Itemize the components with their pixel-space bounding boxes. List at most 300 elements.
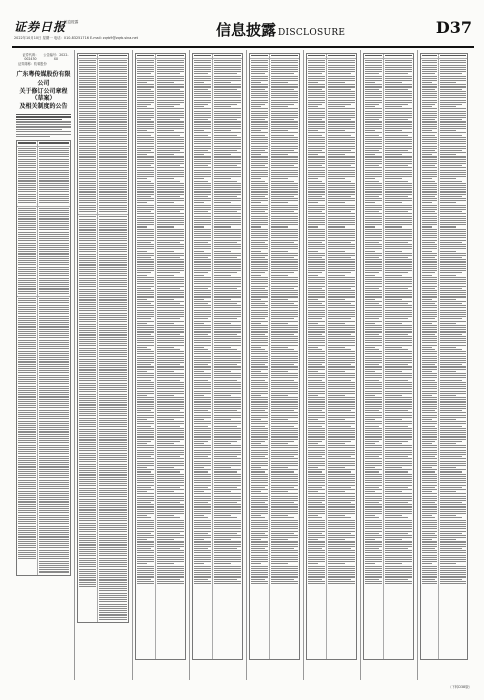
text-line [157, 399, 184, 400]
text-line [385, 305, 412, 306]
text-line [328, 251, 345, 252]
text-line [308, 111, 325, 112]
text-line [365, 570, 382, 571]
text-line [365, 100, 382, 101]
text-line [328, 366, 355, 367]
text-line [365, 541, 382, 542]
text-line [214, 362, 241, 363]
text-line [137, 434, 154, 435]
text-line [137, 159, 154, 160]
text-line [328, 550, 355, 551]
text-line [137, 500, 154, 501]
text-line [137, 555, 154, 556]
text-line [440, 489, 466, 490]
text-line [328, 224, 355, 225]
text-line [251, 568, 268, 569]
text-line [137, 441, 151, 442]
text-line [251, 445, 268, 446]
text-line [214, 342, 241, 343]
text-line [365, 506, 382, 507]
text-line [271, 80, 298, 81]
text-line [214, 533, 237, 534]
text-line [214, 371, 231, 372]
text-line [328, 113, 355, 114]
text-line [157, 336, 184, 337]
text-line [440, 410, 461, 411]
text-line [365, 544, 382, 545]
section-title [216, 19, 345, 40]
text-line [271, 504, 298, 505]
text-line [137, 95, 154, 96]
stock-code: 证券代码：002430 [22, 53, 39, 61]
text-line [214, 515, 231, 516]
text-line [422, 489, 437, 490]
masthead-rule [12, 46, 474, 48]
text-line [385, 345, 412, 346]
text-line [422, 458, 437, 459]
text-line [308, 465, 325, 466]
text-line [214, 579, 237, 580]
text-line [440, 353, 466, 354]
text-line [271, 539, 288, 540]
text-line [365, 220, 382, 221]
text-line [385, 156, 412, 157]
text-line [214, 235, 241, 236]
text-line [251, 526, 268, 527]
text-line [365, 170, 382, 171]
text-line [440, 561, 466, 562]
text-line [422, 259, 437, 260]
text-line [308, 544, 325, 545]
text-line [422, 526, 437, 527]
text-line [440, 338, 466, 339]
text-line [157, 318, 180, 319]
text-line [157, 174, 184, 175]
text-line [328, 454, 355, 455]
text-line [157, 574, 184, 575]
text-line [385, 356, 412, 357]
text-line [271, 150, 294, 151]
text-line [194, 421, 211, 422]
text-line [137, 428, 154, 429]
text-line [271, 139, 298, 140]
text-line [328, 124, 355, 125]
text-line [328, 478, 355, 479]
text-line [440, 401, 466, 402]
text-line [137, 415, 154, 416]
text-line [194, 566, 211, 567]
text-line [157, 454, 184, 455]
text-line [251, 436, 268, 437]
text-line [422, 78, 437, 79]
text-line [328, 111, 355, 112]
text-line [385, 336, 412, 337]
text-line [385, 517, 408, 518]
text-line [365, 496, 382, 497]
text-line [271, 419, 288, 420]
text-line [251, 200, 268, 201]
text-line [214, 509, 241, 510]
text-line [308, 434, 325, 435]
text-line [271, 148, 298, 149]
text-line [385, 178, 402, 179]
text-line [251, 73, 265, 74]
text-line [422, 277, 437, 278]
text-line [137, 288, 151, 289]
text-line [440, 371, 456, 372]
text-line [137, 469, 154, 470]
text-line [214, 115, 241, 116]
text-line [308, 95, 325, 96]
text-line [308, 493, 325, 494]
text-line [194, 432, 211, 433]
text-line [194, 338, 211, 339]
text-line [137, 161, 154, 162]
text-line [440, 159, 466, 160]
text-line [365, 281, 382, 282]
text-line [214, 82, 231, 83]
text-line [422, 205, 437, 206]
text-line [422, 226, 432, 227]
text-line [328, 345, 355, 346]
text-line [365, 555, 382, 556]
text-line [328, 257, 351, 258]
text-line [385, 240, 412, 241]
text-line [271, 447, 298, 448]
text-line [308, 520, 325, 521]
text-line [214, 559, 241, 560]
text-line [328, 95, 355, 96]
text-line [422, 275, 432, 276]
text-line [440, 384, 466, 385]
text-line [251, 491, 261, 492]
text-line [137, 264, 154, 265]
text-line [271, 277, 298, 278]
text-line [137, 509, 154, 510]
text-line [157, 183, 184, 184]
amendment-table-8 [420, 53, 468, 660]
text-line [194, 345, 211, 346]
text-line [137, 358, 154, 359]
text-line [214, 80, 241, 81]
text-line [385, 126, 412, 127]
text-line [251, 395, 261, 396]
text-line [365, 76, 382, 77]
text-line [365, 154, 375, 155]
text-line [440, 563, 456, 564]
text-line [251, 458, 268, 459]
text-line [440, 299, 456, 300]
text-line [194, 366, 211, 367]
text-line [328, 229, 355, 230]
text-line [385, 187, 412, 188]
text-line [440, 106, 456, 107]
text-line [385, 277, 412, 278]
text-line [365, 539, 375, 540]
text-line [440, 351, 466, 352]
text-line [328, 316, 355, 317]
text-line [308, 563, 318, 564]
text-line [157, 196, 180, 197]
text-line [422, 246, 437, 247]
text-line [251, 152, 268, 153]
text-line [137, 336, 154, 337]
text-line [440, 117, 466, 118]
text-line [251, 524, 268, 525]
text-line [157, 563, 174, 564]
text-line [271, 76, 298, 77]
text-line [422, 362, 437, 363]
text-line [137, 480, 154, 481]
text-line [157, 434, 184, 435]
text-line [214, 183, 241, 184]
text-line [137, 240, 154, 241]
text-line [328, 235, 355, 236]
text-line [365, 301, 382, 302]
text-line [440, 60, 466, 61]
text-line [308, 296, 325, 297]
text-line [137, 211, 151, 212]
text-line [328, 467, 345, 468]
text-line [251, 557, 268, 558]
text-line [194, 498, 211, 499]
text-line [214, 454, 241, 455]
text-line [157, 552, 184, 553]
text-line [271, 391, 298, 392]
text-line [157, 362, 184, 363]
text-line [365, 474, 382, 475]
text-line [194, 360, 211, 361]
text-line [440, 552, 466, 553]
text-line [440, 467, 456, 468]
body-columns [16, 50, 468, 680]
text-line [385, 417, 412, 418]
text-line [157, 161, 184, 162]
text-line [385, 310, 412, 311]
text-line [271, 135, 294, 136]
text-line [157, 423, 184, 424]
text-line [308, 310, 325, 311]
text-line [137, 563, 147, 564]
text-line [157, 373, 184, 374]
text-line [157, 229, 184, 230]
text-line [137, 399, 154, 400]
text-line [214, 178, 231, 179]
text-line [271, 220, 298, 221]
text-line [157, 84, 184, 85]
text-line [422, 561, 437, 562]
text-line [328, 255, 355, 256]
text-line [308, 65, 325, 66]
text-line [157, 441, 180, 442]
text-line [308, 515, 318, 516]
text-line [308, 327, 325, 328]
text-line [365, 213, 382, 214]
text-line [271, 450, 298, 451]
text-line [194, 270, 211, 271]
text-line [385, 351, 412, 352]
text-line [365, 143, 382, 144]
text-line [137, 213, 154, 214]
text-line [271, 283, 298, 284]
text-line [271, 170, 298, 171]
text-line [422, 316, 437, 317]
text-line [328, 156, 355, 157]
text-line [214, 353, 241, 354]
text-line [385, 119, 408, 120]
text-line [137, 522, 154, 523]
text-line [440, 533, 461, 534]
text-line [385, 555, 412, 556]
text-line [271, 325, 298, 326]
text-line [422, 294, 437, 295]
text-line [214, 181, 237, 182]
text-line [137, 174, 154, 175]
text-line [137, 113, 154, 114]
text-line [365, 259, 382, 260]
text-line [137, 408, 154, 409]
text-line [328, 73, 351, 74]
text-line [157, 327, 184, 328]
text-line [251, 224, 268, 225]
text-line [440, 500, 466, 501]
text-line [157, 509, 184, 510]
text-line [251, 541, 268, 542]
text-line [214, 557, 241, 558]
text-line [308, 566, 325, 567]
text-line [328, 91, 355, 92]
text-line [214, 447, 241, 448]
page-number: D37 [435, 18, 472, 37]
text-line [385, 141, 412, 142]
text-line [271, 91, 298, 92]
text-line [271, 441, 294, 442]
text-line [194, 185, 211, 186]
text-line [137, 496, 154, 497]
text-line [194, 541, 211, 542]
text-line [422, 261, 437, 262]
text-line [251, 257, 265, 258]
text-line [328, 563, 345, 564]
text-line [214, 84, 241, 85]
text-line [214, 408, 241, 409]
text-line [308, 97, 325, 98]
text-line [137, 544, 154, 545]
text-line [137, 272, 151, 273]
text-line [214, 139, 241, 140]
text-line [251, 450, 268, 451]
text-line [385, 76, 412, 77]
text-line [271, 364, 294, 365]
column-divider [189, 50, 190, 680]
text-line [157, 511, 184, 512]
text-line [385, 391, 412, 392]
text-line [365, 240, 382, 241]
text-line [422, 531, 437, 532]
text-line [422, 548, 435, 549]
text-line [251, 329, 268, 330]
text-line [328, 198, 355, 199]
text-line [365, 406, 382, 407]
text-line [251, 299, 261, 300]
text-line [157, 264, 184, 265]
text-line [328, 176, 355, 177]
text-line [157, 65, 184, 66]
text-line [251, 375, 268, 376]
text-line [440, 176, 466, 177]
text-line [194, 445, 211, 446]
text-line [271, 574, 298, 575]
text-line [422, 224, 437, 225]
text-line [365, 222, 382, 223]
text-line [422, 111, 437, 112]
text-line [328, 191, 355, 192]
text-line [440, 471, 461, 472]
text-line [422, 491, 432, 492]
text-line [214, 506, 241, 507]
text-line [251, 377, 268, 378]
text-line [422, 353, 437, 354]
text-line [157, 377, 184, 378]
text-line [157, 117, 184, 118]
text-line [365, 104, 379, 105]
text-line [385, 246, 412, 247]
text-line [308, 290, 325, 291]
text-line [365, 384, 382, 385]
text-line [308, 207, 325, 208]
text-line [308, 152, 325, 153]
text-line [328, 393, 355, 394]
text-line [440, 220, 466, 221]
text-line [251, 404, 268, 405]
text-line [385, 524, 412, 525]
section-title-en: DISCLOSURE [278, 28, 346, 38]
text-line [328, 246, 355, 247]
text-line [422, 445, 437, 446]
text-line [251, 555, 268, 556]
text-line [440, 428, 466, 429]
notice-company: 广东粤传媒股份有限公司 [16, 71, 71, 87]
text-line [137, 430, 154, 431]
text-line [385, 456, 408, 457]
text-line [214, 570, 241, 571]
text-line [422, 386, 437, 387]
text-line [214, 393, 241, 394]
text-line [271, 360, 298, 361]
notice-title-line-1: 关于修订公司章程（草案） [19, 88, 68, 102]
text-line [194, 380, 208, 381]
text-line [137, 377, 154, 378]
text-line [422, 583, 437, 584]
text-line [137, 165, 151, 166]
text-line [328, 200, 355, 201]
text-line [157, 275, 174, 276]
text-line [214, 191, 241, 192]
text-line [308, 406, 325, 407]
text-line [214, 240, 241, 241]
text-line [308, 476, 325, 477]
text-line [251, 487, 265, 488]
text-line [385, 82, 402, 83]
text-line [271, 579, 294, 580]
text-line [328, 86, 355, 87]
text-line [440, 185, 466, 186]
text-line [422, 216, 437, 217]
text-line [137, 493, 154, 494]
text-line [271, 548, 294, 549]
text-line [365, 476, 382, 477]
text-line [194, 456, 208, 457]
